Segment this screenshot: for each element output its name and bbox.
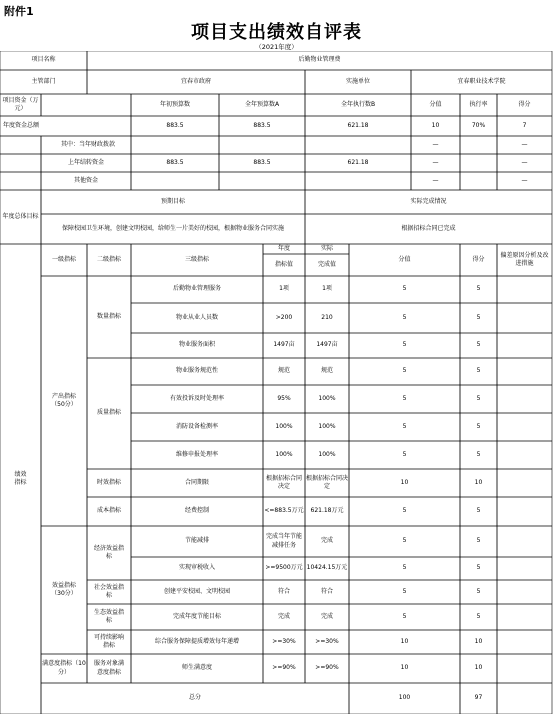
funds-row-label: 其他资金 [73, 176, 98, 184]
indicator-reason [497, 358, 552, 385]
funds-exec [305, 136, 411, 154]
indicator-got: 5 [476, 285, 481, 293]
total-label: 总分 [188, 694, 201, 702]
level2-item: 可持续影响指标 [93, 633, 124, 649]
indicator-actual: 完成 [320, 612, 333, 620]
col-actual-bottom: 完成值 [317, 260, 336, 268]
indicator-target: 100% [275, 422, 293, 430]
indicator-score: 5 [402, 587, 407, 595]
indicator-reason [497, 654, 552, 683]
indicator-score: 10 [400, 478, 409, 486]
indicator-actual: 100% [318, 450, 336, 458]
funds-label: 项目资金（万元） [2, 96, 39, 112]
indicator-target: 规范 [277, 367, 290, 375]
indicator-target: <=883.5万元 [264, 507, 304, 515]
indicator-got: 10 [474, 637, 483, 645]
unit-label: 实施单位 [345, 77, 370, 85]
indicator-name: 有效投诉及时处理率 [169, 394, 224, 402]
funds-row-label: 年度资金总额 [3, 121, 40, 129]
indicator-score: 5 [402, 564, 407, 572]
dept-label: 主管部门 [31, 77, 56, 85]
indicator-got: 5 [476, 341, 481, 349]
total-got: 97 [474, 694, 483, 702]
indicator-score: 5 [402, 507, 407, 515]
indicator-score: 5 [402, 285, 407, 293]
indicator-got: 5 [476, 394, 481, 402]
indicator-name: 经费控制 [184, 507, 209, 515]
indicator-got: 5 [476, 587, 481, 595]
indicator-score: 5 [402, 612, 407, 620]
funds-exec [305, 172, 411, 190]
col-level3: 三级指标 [184, 255, 209, 263]
funds-row-blank [0, 136, 41, 154]
funds-exec: 621.18 [347, 158, 369, 166]
level2-item: 质量指标 [96, 409, 121, 417]
indicator-actual: 符合 [320, 587, 333, 595]
attachment-label: 附件1 [4, 5, 34, 18]
funds-initial [131, 172, 219, 190]
indicator-reason [497, 413, 552, 441]
indicator-target: >=90% [272, 664, 296, 672]
indicator-reason [497, 557, 552, 580]
funds-row-label: 上年结转资金 [67, 158, 104, 166]
funds-full [219, 172, 305, 190]
indicator-score: 10 [400, 664, 409, 672]
indicator-name: 消防设备检测率 [175, 422, 218, 430]
funds-rate [460, 136, 497, 154]
indicator-name: 后勤物业管理服务 [172, 285, 221, 293]
indicator-name: 创建平安校园、文明校园 [163, 587, 230, 595]
indicator-name: 节能减排 [184, 537, 209, 545]
indicator-name: 完成年度节能目标 [172, 612, 221, 620]
funds-header-blank [41, 94, 131, 116]
indicator-score: 5 [402, 367, 407, 375]
col-got: 得分 [518, 100, 531, 108]
indicator-got: 5 [476, 367, 481, 375]
indicator-got: 10 [474, 478, 483, 486]
indicator-got: 5 [476, 507, 481, 515]
actual-result-label: 实际完成情况 [410, 197, 447, 205]
funds-initial [131, 136, 219, 154]
indicator-target: 根据招标合同决定 [265, 474, 302, 490]
indicator-got: 5 [476, 422, 481, 430]
funds-got: — [521, 158, 528, 166]
indicator-got: 5 [476, 313, 481, 321]
total-reason [497, 683, 552, 714]
indicator-actual: 210 [321, 313, 333, 321]
funds-got: — [521, 176, 528, 184]
indicator-score: 5 [402, 341, 407, 349]
level2-item: 生态效益指标 [93, 608, 124, 624]
indicator-target: 1项 [279, 285, 289, 293]
indicator-reason [497, 630, 552, 654]
dept-value: 宜春市政府 [180, 77, 211, 85]
funds-row-label: 其中：当年财政拨款 [60, 140, 115, 148]
evaluation-table [0, 51, 553, 714]
indicator-target: 符合 [277, 587, 290, 595]
indicator-name: 综合服务保障提质增效每年递增 [154, 637, 239, 645]
indicator-actual: 规范 [320, 367, 333, 375]
indicator-score: 5 [402, 313, 407, 321]
funds-full: 883.5 [253, 158, 271, 166]
indicator-target: 100% [275, 450, 293, 458]
col-ind-score: 分值 [398, 255, 411, 263]
level2-item: 社会效益指标 [93, 583, 124, 599]
page-title: 项目支出绩效自评表 [191, 22, 362, 43]
actual-result-text: 根据招标合同已完成 [401, 224, 456, 232]
unit-value: 宜春职业技术学院 [457, 77, 506, 85]
col-reason: 偏差原因分析及改进措施 [500, 251, 549, 267]
project-name-label: 项目名称 [31, 56, 56, 64]
indicator-actual: 100% [318, 394, 336, 402]
indicator-got: 5 [476, 612, 481, 620]
indicator-target: 95% [277, 394, 291, 402]
indicator-reason [497, 497, 552, 526]
funds-row-blank [0, 172, 41, 190]
level2-item: 经济效益指标 [93, 544, 124, 560]
indicator-target: >=30% [272, 637, 296, 645]
indicator-reason [497, 580, 552, 604]
indicator-name: 物业服务规范性 [175, 367, 218, 375]
col-level1: 一级指标 [51, 255, 76, 263]
col-target-top: 年度 [277, 244, 290, 252]
indicator-target: 1497亩 [273, 341, 295, 349]
indicator-actual: 1497亩 [316, 341, 338, 349]
indicator-score: 5 [402, 537, 407, 545]
indicator-reason [497, 385, 552, 413]
indicators-section-label: 绩效指标 [14, 470, 27, 486]
indicator-actual: 100% [318, 422, 336, 430]
indicator-name: 物业服务面积 [178, 341, 215, 349]
funds-score: 10 [431, 121, 440, 129]
col-full-budget: 全年预算数A [244, 100, 280, 108]
indicator-got: 5 [476, 450, 481, 458]
funds-rate: 70% [471, 121, 486, 129]
level1-benefit: 效益指标（30分） [51, 581, 77, 597]
indicator-reason [497, 276, 552, 303]
col-actual-top: 实际 [320, 244, 333, 252]
funds-score: — [432, 158, 439, 166]
indicator-actual: 10424.15万元 [306, 564, 348, 572]
indicator-got: 5 [476, 537, 481, 545]
col-initial-budget: 年初预算数 [159, 100, 190, 108]
indicator-score: 5 [402, 394, 407, 402]
level2-item: 成本指标 [96, 507, 121, 515]
col-exec-rate: 执行率 [469, 100, 488, 108]
planned-goal-text: 保障校园卫生环境，创建文明校园，给师生一片美好的校园，根据物业服务合同实施 [61, 224, 284, 232]
col-score: 分值 [429, 100, 442, 108]
funds-full [219, 136, 305, 154]
level1-satisfaction: 满意度指标（10分） [42, 660, 86, 676]
indicator-target: 完成当年节能减排任务 [265, 533, 302, 549]
funds-row-blank [0, 154, 41, 172]
level2-item: 数量指标 [96, 312, 121, 320]
indicator-name: 物业从业人员数 [175, 313, 218, 321]
funds-rate [460, 172, 497, 190]
level2-item: 服务对象满意度指标 [93, 660, 124, 676]
funds-initial: 883.5 [166, 121, 184, 129]
indicator-name: 维修申报处理率 [175, 450, 218, 458]
indicator-name: 合同期限 [184, 478, 209, 486]
indicator-got: 10 [474, 664, 483, 672]
indicator-name: 实现审税收入 [178, 564, 215, 572]
indicator-target: >=9500万元 [265, 564, 303, 572]
indicator-score: 10 [400, 637, 409, 645]
indicator-score: 5 [402, 450, 407, 458]
project-name: 后勤物业管理费 [298, 56, 341, 64]
funds-initial: 883.5 [166, 158, 184, 166]
goals-label: 年度总体目标 [2, 212, 39, 220]
planned-goal-label: 预期目标 [160, 197, 185, 205]
level2-item: 时效指标 [96, 478, 121, 486]
indicator-actual: 根据招标合同决定 [306, 474, 349, 490]
col-target-bottom: 指标值 [274, 260, 293, 268]
report-year: （2021年度） [255, 43, 298, 51]
indicator-reason [497, 441, 552, 469]
indicator-actual: 1项 [322, 285, 332, 293]
col-executed: 全年执行数B [340, 100, 376, 108]
indicator-score: 5 [402, 422, 407, 430]
col-level2: 二级指标 [96, 255, 121, 263]
indicator-reason [497, 526, 552, 557]
funds-got: — [521, 140, 528, 148]
indicator-reason [497, 303, 552, 333]
indicator-actual: >=90% [315, 664, 339, 672]
indicator-actual: 完成 [320, 537, 333, 545]
level1-output: 产出指标（50分） [51, 392, 77, 408]
funds-score: — [432, 176, 439, 184]
funds-rate [460, 154, 497, 172]
indicator-name: 师生满意度 [181, 664, 212, 672]
indicator-actual: 621.18万元 [310, 507, 344, 515]
indicator-reason [497, 333, 552, 358]
total-score: 100 [398, 694, 411, 702]
funds-exec: 621.18 [347, 121, 369, 129]
indicator-reason [497, 469, 552, 497]
indicator-target: >200 [275, 313, 293, 321]
col-ind-got: 得分 [472, 255, 485, 263]
indicator-actual: >=30% [315, 637, 339, 645]
indicator-reason [497, 604, 552, 630]
funds-score: — [432, 140, 439, 148]
funds-full: 883.5 [253, 121, 271, 129]
indicator-got: 5 [476, 564, 481, 572]
funds-got: 7 [522, 121, 527, 129]
indicator-target: 完成 [277, 612, 290, 620]
